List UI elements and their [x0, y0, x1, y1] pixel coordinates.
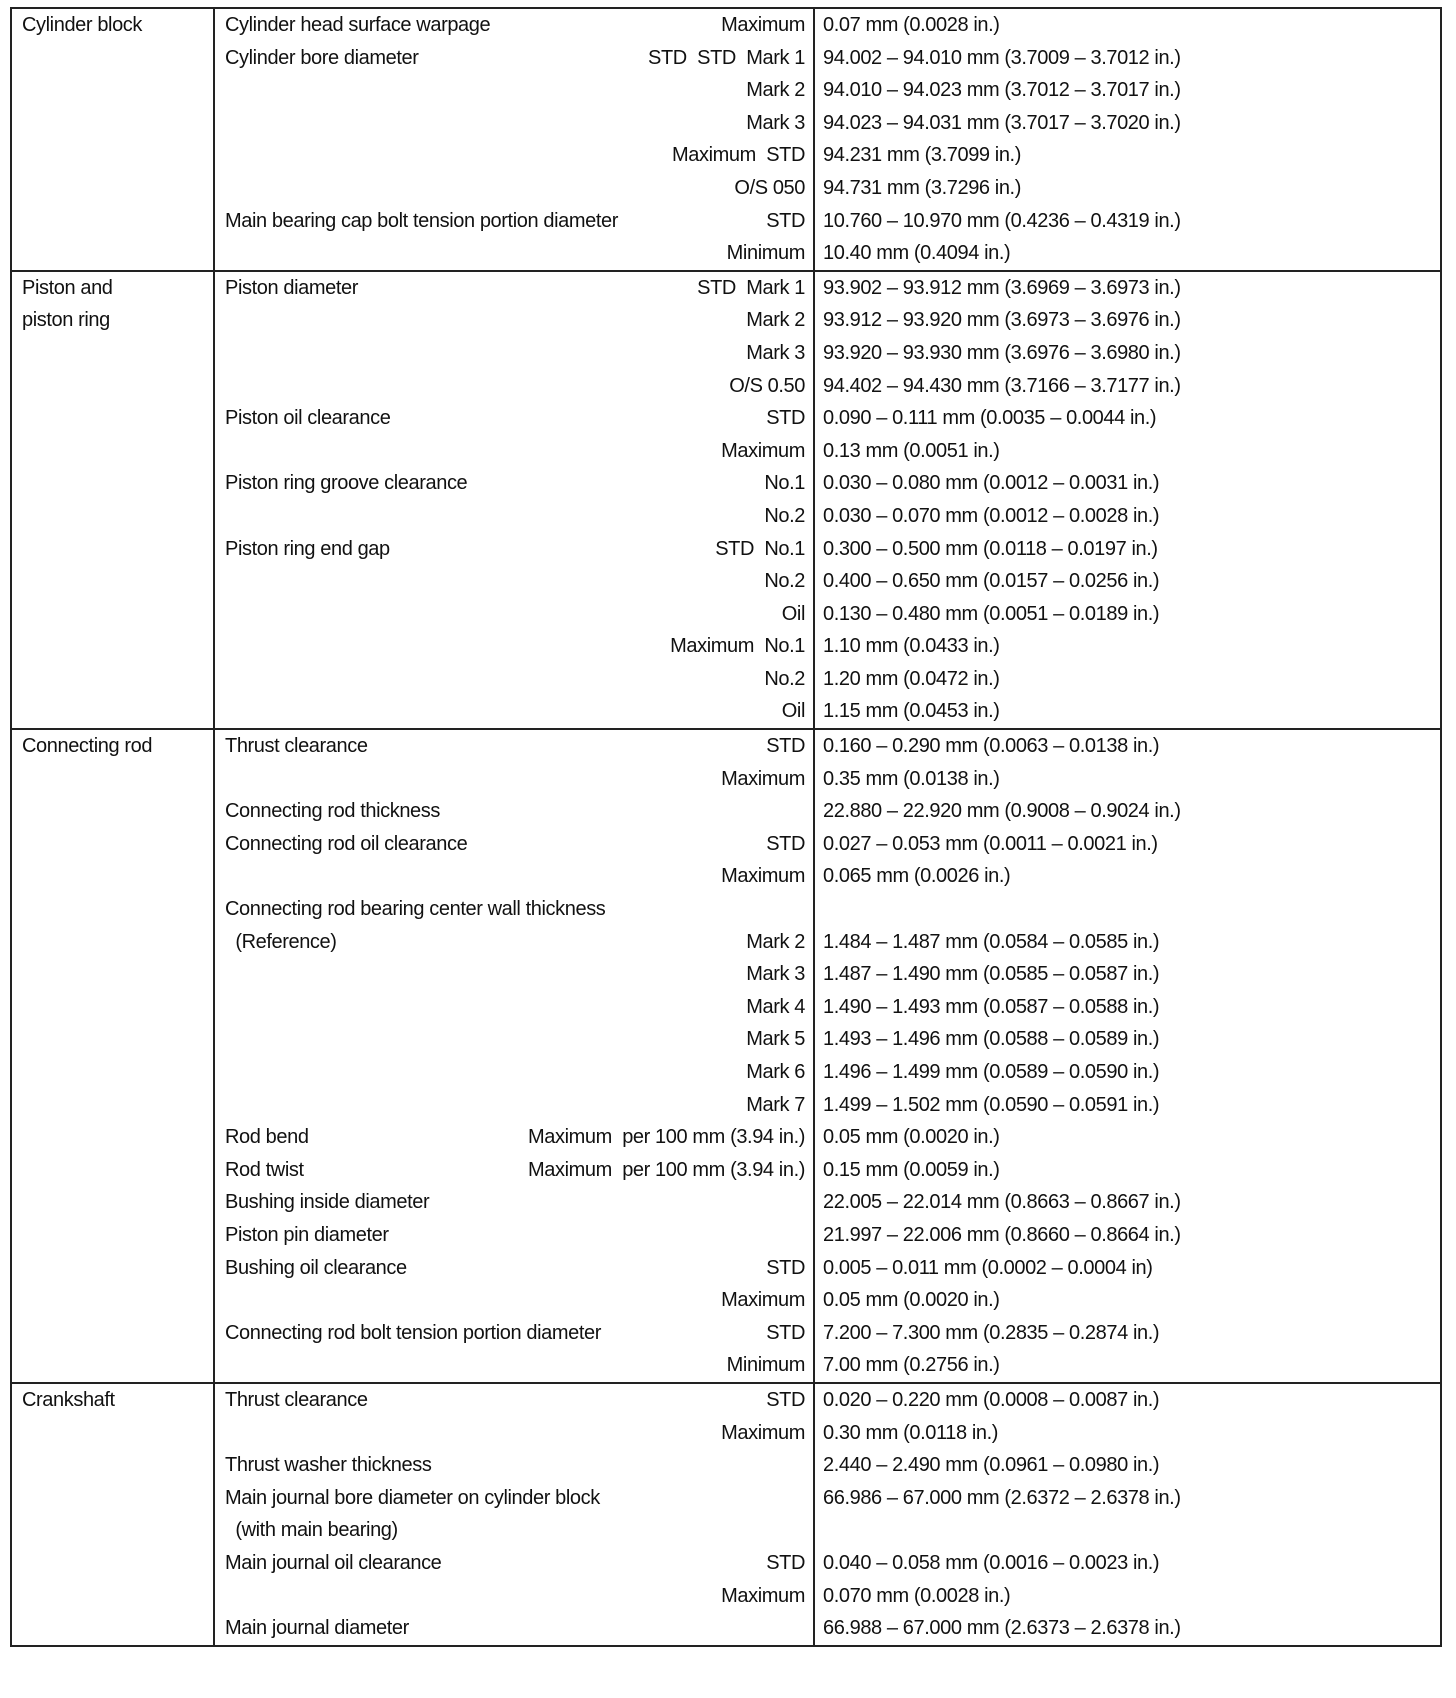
- spec-line: [215, 958, 813, 991]
- spec-line: [215, 370, 813, 403]
- spec-line: [215, 565, 813, 598]
- spec-condition: Oil: [781, 602, 805, 625]
- spec-line: [215, 74, 813, 107]
- spec-item-label: Bushing inside diameter: [225, 1191, 430, 1214]
- spec-value: 94.731 mm (3.7296 in.): [823, 176, 1021, 199]
- spec-line: [215, 828, 813, 861]
- category-cell: [11, 729, 214, 1383]
- spec-condition: Maximum per 100 mm (3.94 in.): [528, 1126, 805, 1149]
- spec-value: 94.002 – 94.010 mm (3.7009 – 3.7012 in.): [823, 46, 1181, 69]
- spec-line: [215, 1056, 813, 1089]
- spec-condition: Mark 4: [746, 995, 805, 1018]
- spec-item-label: [215, 991, 746, 1024]
- spec-line: [215, 139, 813, 172]
- spec-line: [215, 1580, 813, 1613]
- spec-condition: Mark 3: [746, 341, 805, 364]
- spec-line: [215, 435, 813, 468]
- spec-item-label: Bushing oil clearance: [225, 1256, 407, 1279]
- value-cell: [814, 271, 1441, 729]
- spec-value: 1.493 – 1.496 mm (0.0588 – 0.0589 in.): [823, 1028, 1160, 1051]
- spec-item-label: Rod bend: [225, 1126, 309, 1149]
- spec-item-label: (Reference): [225, 930, 337, 953]
- spec-line: [215, 663, 813, 696]
- spec-condition: [805, 795, 813, 828]
- spec-value: 0.05 mm (0.0020 in.): [823, 1289, 1000, 1312]
- spec-item-label: [215, 663, 764, 696]
- spec-condition: [805, 1219, 813, 1252]
- spec-item-label: [215, 1056, 746, 1089]
- spec-item-label: [215, 172, 734, 205]
- spec-item-label: Connecting rod oil clearance: [225, 832, 468, 855]
- spec-condition: Mark 2: [746, 309, 805, 332]
- spec-item-label: Thrust washer thickness: [225, 1454, 432, 1477]
- spec-value: 1.499 – 1.502 mm (0.0590 – 0.0591 in.): [823, 1093, 1160, 1116]
- spec-item-label: [215, 107, 746, 140]
- spec-item-label: [215, 139, 672, 172]
- spec-line: [215, 730, 813, 763]
- spec-value: 0.13 mm (0.0051 in.): [823, 439, 1000, 462]
- spec-line: [215, 304, 813, 337]
- spec-value: 1.484 – 1.487 mm (0.0584 – 0.0585 in.): [823, 930, 1160, 953]
- spec-line: [215, 1089, 813, 1122]
- spec-value: 0.027 – 0.053 mm (0.0011 – 0.0021 in.): [823, 832, 1158, 855]
- spec-condition: Maximum STD: [672, 144, 805, 167]
- spec-item-label: Connecting rod bolt tension portion diameter: [225, 1321, 601, 1344]
- spec-item-label: Main bearing cap bolt tension portion diameter: [225, 209, 618, 232]
- spec-condition: STD: [766, 832, 805, 855]
- spec-condition: Minimum: [726, 242, 805, 265]
- spec-line: [215, 1384, 813, 1417]
- spec-item-label: [215, 1023, 746, 1056]
- spec-value: 10.40 mm (0.4094 in.): [823, 242, 1011, 265]
- spec-value: 0.07 mm (0.0028 in.): [823, 14, 1000, 36]
- category-cell: [11, 1383, 214, 1646]
- spec-item-label: Connecting rod thickness: [225, 800, 440, 823]
- spec-value: 0.020 – 0.220 mm (0.0008 – 0.0087 in.): [823, 1388, 1160, 1411]
- spec-value: [815, 1514, 1440, 1547]
- spec-item-label: Main journal bore diameter on cylinder block: [225, 1486, 600, 1509]
- category-label: Connecting rod: [22, 735, 153, 758]
- spec-item-label: Thrust clearance: [225, 1388, 368, 1411]
- spec-item-label: Rod twist: [225, 1158, 304, 1181]
- spec-line: [215, 1252, 813, 1285]
- spec-condition: [805, 893, 813, 926]
- specification-table: [10, 7, 1442, 1647]
- spec-item-label: [215, 500, 764, 533]
- spec-condition: [805, 1186, 813, 1219]
- spec-item-label: [215, 370, 729, 403]
- spec-condition: STD: [766, 1256, 805, 1279]
- section-row: [11, 8, 1441, 271]
- category-cell: [11, 8, 214, 271]
- value-cell: [814, 8, 1441, 271]
- spec-line: [215, 763, 813, 796]
- category-label: piston ring: [22, 309, 110, 332]
- spec-condition: Mark 2: [746, 930, 805, 953]
- spec-item-label: Main journal oil clearance: [225, 1551, 442, 1574]
- spec-condition: Oil: [781, 700, 805, 723]
- spec-line: [215, 1284, 813, 1317]
- spec-item-label: [215, 1580, 721, 1613]
- item-condition-cell: [214, 1383, 814, 1646]
- item-condition-cell: [214, 271, 814, 729]
- spec-value: 94.231 mm (3.7099 in.): [823, 144, 1021, 167]
- spec-condition: O/S 0.50: [729, 374, 805, 397]
- spec-value: 66.988 – 67.000 mm (2.6373 – 2.6378 in.): [823, 1617, 1181, 1640]
- section-row: [11, 271, 1441, 729]
- spec-line: [215, 272, 813, 305]
- spec-line: [215, 860, 813, 893]
- spec-item-label: [215, 630, 670, 663]
- spec-item-label: (with main bearing): [225, 1519, 398, 1542]
- spec-line: [215, 1482, 813, 1515]
- spec-condition: STD Mark 1: [697, 276, 805, 299]
- spec-line: [215, 402, 813, 435]
- spec-value: 1.490 – 1.493 mm (0.0587 – 0.0588 in.): [823, 995, 1160, 1018]
- spec-condition: Maximum: [721, 865, 805, 888]
- spec-value: 94.402 – 94.430 mm (3.7166 – 3.7177 in.): [823, 374, 1181, 397]
- spec-value: 0.160 – 0.290 mm (0.0063 – 0.0138 in.): [823, 735, 1160, 758]
- spec-condition: O/S 050: [734, 176, 805, 199]
- spec-value: 0.070 mm (0.0028 in.): [823, 1584, 1011, 1607]
- spec-line: [215, 337, 813, 370]
- spec-line: [215, 1317, 813, 1350]
- spec-condition: STD: [766, 735, 805, 758]
- spec-value: 0.15 mm (0.0059 in.): [823, 1158, 1000, 1181]
- spec-item-label: [215, 598, 782, 631]
- spec-condition: Minimum: [726, 1354, 805, 1377]
- spec-item-label: [215, 1349, 727, 1382]
- spec-condition: Maximum No.1: [670, 635, 805, 658]
- spec-line: [215, 172, 813, 205]
- spec-line: [215, 1547, 813, 1580]
- value-cell: [814, 729, 1441, 1383]
- spec-line: [215, 1121, 813, 1154]
- spec-value: 0.130 – 0.480 mm (0.0051 – 0.0189 in.): [823, 602, 1160, 625]
- spec-condition: [805, 1612, 813, 1645]
- spec-condition: Maximum: [721, 767, 805, 790]
- spec-line: [215, 1349, 813, 1382]
- spec-value: 0.030 – 0.070 mm (0.0012 – 0.0028 in.): [823, 504, 1160, 527]
- section-row: [11, 729, 1441, 1383]
- spec-condition: Maximum: [721, 1289, 805, 1312]
- spec-condition: Maximum: [721, 14, 805, 36]
- spec-line: [215, 1186, 813, 1219]
- spec-line: [215, 630, 813, 663]
- spec-item-label: [215, 337, 746, 370]
- spec-line: [215, 893, 813, 926]
- spec-line: [215, 533, 813, 566]
- spec-line: [215, 795, 813, 828]
- spec-item-label: [215, 565, 764, 598]
- spec-line: [215, 205, 813, 238]
- spec-item-label: Piston ring groove clearance: [225, 472, 468, 495]
- spec-value: 22.880 – 22.920 mm (0.9008 – 0.9024 in.): [823, 800, 1181, 823]
- spec-value: [815, 893, 1440, 926]
- spec-condition: No.2: [764, 504, 805, 527]
- spec-condition: Maximum per 100 mm (3.94 in.): [528, 1158, 805, 1181]
- spec-condition: STD: [766, 1388, 805, 1411]
- spec-item-label: Cylinder bore diameter: [225, 46, 419, 69]
- spec-value: 0.090 – 0.111 mm (0.0035 – 0.0044 in.): [823, 407, 1157, 430]
- spec-value: 1.487 – 1.490 mm (0.0585 – 0.0587 in.): [823, 963, 1160, 986]
- spec-condition: STD: [766, 407, 805, 430]
- spec-item-label: [215, 1417, 721, 1450]
- spec-line: [215, 237, 813, 270]
- spec-value: 21.997 – 22.006 mm (0.8660 – 0.8664 in.): [823, 1223, 1181, 1246]
- spec-item-label: [215, 304, 746, 337]
- spec-value: 93.920 – 93.930 mm (3.6976 – 3.6980 in.): [823, 341, 1181, 364]
- spec-item-label: [215, 763, 721, 796]
- item-condition-cell: [214, 729, 814, 1383]
- spec-item-label: Thrust clearance: [225, 735, 368, 758]
- spec-condition: STD: [766, 1551, 805, 1574]
- spec-value: 0.300 – 0.500 mm (0.0118 – 0.0197 in.): [823, 537, 1158, 560]
- category-cell: [11, 271, 214, 729]
- spec-line: [215, 1612, 813, 1645]
- section-row: [11, 1383, 1441, 1646]
- spec-condition: Maximum: [721, 439, 805, 462]
- spec-condition: [805, 1514, 813, 1547]
- category-label: Piston and: [22, 276, 113, 299]
- spec-value: 94.010 – 94.023 mm (3.7012 – 3.7017 in.): [823, 79, 1181, 102]
- spec-condition: Maximum: [721, 1421, 805, 1444]
- spec-line: [215, 695, 813, 728]
- spec-value: 10.760 – 10.970 mm (0.4236 – 0.4319 in.): [823, 209, 1181, 232]
- spec-condition: No.2: [764, 667, 805, 690]
- spec-value: 0.005 – 0.011 mm (0.0002 – 0.0004 in): [823, 1256, 1153, 1279]
- spec-item-label: [215, 237, 727, 270]
- spec-item-label: Main journal diameter: [225, 1617, 409, 1640]
- spec-condition: Mark 3: [746, 963, 805, 986]
- spec-item-label: [215, 435, 721, 468]
- spec-condition: Mark 3: [746, 111, 805, 134]
- spec-line: [215, 1514, 813, 1547]
- spec-condition: No.2: [764, 570, 805, 593]
- category-label: Cylinder block: [22, 14, 143, 36]
- spec-value: 66.986 – 67.000 mm (2.6372 – 2.6378 in.): [823, 1486, 1181, 1509]
- spec-item-label: Piston diameter: [225, 276, 358, 299]
- spec-line: [215, 598, 813, 631]
- spec-value: 2.440 – 2.490 mm (0.0961 – 0.0980 in.): [823, 1454, 1160, 1477]
- spec-value: 1.496 – 1.499 mm (0.0589 – 0.0590 in.): [823, 1061, 1160, 1083]
- spec-line: [215, 1219, 813, 1252]
- spec-value: 1.15 mm (0.0453 in.): [823, 700, 1000, 723]
- spec-value: 93.902 – 93.912 mm (3.6969 – 3.6973 in.): [823, 276, 1181, 299]
- spec-item-label: [215, 1284, 721, 1317]
- spec-value: 0.040 – 0.058 mm (0.0016 – 0.0023 in.): [823, 1551, 1160, 1574]
- spec-condition: [805, 1449, 813, 1482]
- spec-line: [215, 926, 813, 959]
- spec-line: [215, 991, 813, 1024]
- spec-line: [215, 500, 813, 533]
- spec-value: 0.35 mm (0.0138 in.): [823, 767, 1000, 790]
- spec-condition: STD No.1: [715, 537, 805, 560]
- spec-value: 22.005 – 22.014 mm (0.8663 – 0.8667 in.): [823, 1191, 1181, 1214]
- spec-condition: STD: [766, 1321, 805, 1344]
- item-condition-cell: [214, 8, 814, 271]
- value-cell: [814, 1383, 1441, 1646]
- spec-line: [215, 1154, 813, 1187]
- spec-item-label: Cylinder head surface warpage: [225, 14, 491, 36]
- category-label: Crankshaft: [22, 1388, 115, 1411]
- spec-value: 7.200 – 7.300 mm (0.2835 – 0.2874 in.): [823, 1321, 1160, 1344]
- spec-line: [215, 1023, 813, 1056]
- spec-condition: Mark 7: [746, 1093, 805, 1116]
- spec-value: 0.400 – 0.650 mm (0.0157 – 0.0256 in.): [823, 570, 1160, 593]
- spec-item-label: [215, 958, 746, 991]
- spec-item-label: [215, 695, 782, 728]
- spec-condition: No.1: [764, 472, 805, 495]
- spec-condition: [805, 1482, 813, 1515]
- spec-line: [215, 467, 813, 500]
- spec-item-label: Connecting rod bearing center wall thickness: [225, 898, 606, 921]
- spec-condition: STD: [766, 209, 805, 232]
- spec-value: 1.10 mm (0.0433 in.): [823, 635, 1000, 658]
- spec-item-label: [215, 860, 721, 893]
- spec-condition: Maximum: [721, 1584, 805, 1607]
- spec-line: [215, 42, 813, 75]
- spec-value: 7.00 mm (0.2756 in.): [823, 1354, 1000, 1377]
- spec-value: 93.912 – 93.920 mm (3.6973 – 3.6976 in.): [823, 309, 1181, 332]
- spec-value: 1.20 mm (0.0472 in.): [823, 667, 1000, 690]
- spec-value: 0.065 mm (0.0026 in.): [823, 865, 1011, 888]
- spec-condition: Mark 2: [746, 79, 805, 102]
- spec-line: [215, 1449, 813, 1482]
- spec-value: 0.30 mm (0.0118 in.): [823, 1421, 999, 1444]
- spec-item-label: Piston oil clearance: [225, 407, 391, 430]
- spec-condition: Mark 5: [746, 1028, 805, 1051]
- spec-item-label: [215, 74, 746, 107]
- spec-item-label: Piston ring end gap: [225, 537, 390, 560]
- spec-value: 94.023 – 94.031 mm (3.7017 – 3.7020 in.): [823, 111, 1181, 134]
- spec-line: [215, 9, 813, 42]
- spec-value: 0.05 mm (0.0020 in.): [823, 1126, 1000, 1149]
- spec-item-label: [215, 1089, 746, 1122]
- spec-condition: Mark 6: [746, 1061, 805, 1083]
- specification-table-body: [11, 8, 1441, 1646]
- spec-value: 0.030 – 0.080 mm (0.0012 – 0.0031 in.): [823, 472, 1160, 495]
- spec-line: [215, 107, 813, 140]
- spec-item-label: Piston pin diameter: [225, 1223, 389, 1246]
- spec-condition: STD STD Mark 1: [648, 46, 805, 69]
- spec-line: [215, 1417, 813, 1450]
